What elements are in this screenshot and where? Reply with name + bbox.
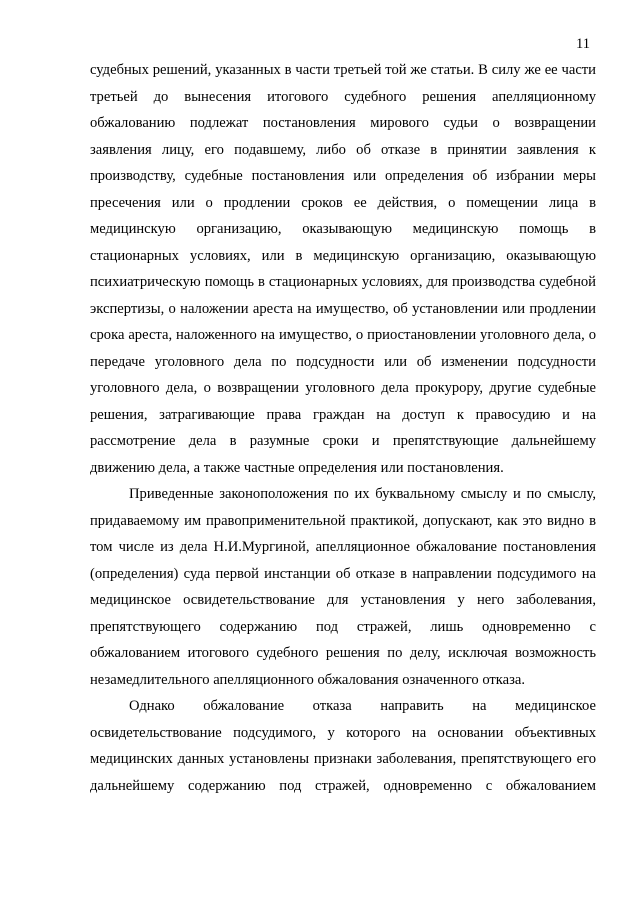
paragraph-continuation: судебных решений, указанных в части третьей той же статьи. В силу же ее части третьей до вынесения итогового судебного решения апелляционному обжалованию подлежат постановления мирового судьи о возвращении заявления лицу, его подавшему, либо об отказе в принятии заявления к производству, судебные постановления или определения об избрании меры пресечения или о продлении сроков ее действия, о помещении лица в медицинскую организацию, оказывающую медицинскую помощь в стационарных условиях, или в медицинскую организацию, оказывающую психиатрическую помощь в стационарных условиях, для производства судебной экспертизы, о наложении ареста на имущество, об установлении или продлении срока ареста, наложенного на имущество, о приостановлении уголовного дела, о передаче уголовного дела по подсудности или об изменении подсудности уголовного дела, о возвращении уголовного дела прокурору, другие судебные решения, затрагивающие права граждан на доступ к правосудию и на рассмотрение дела в разумные сроки и препятствующие дальнейшему движению дела, а также частные определения или постановления. <box>90 62 596 476</box>
paragraph-however: Однако обжалование отказа направить на медицинское освидетельствование подсудимого, у которого на основании объективных медицинских данных установлены признаки заболевания, препятствующего его дальнейшему содержанию под стражей, одновременно с обжалованием <box>90 698 596 794</box>
page-number: 11 <box>576 36 590 52</box>
document-body <box>90 57 596 799</box>
paragraph-provisions: Приведенные законоположения по их буквальному смыслу и по смыслу, придаваемому им правоприменительной практикой, допускают, как это видно в том числе из дела Н.И.Мургиной, апелляционное обжалование постановления (определения) суда первой инстанции об отказе в направлении подсудимого на медицинское освидетельствование для установления у него заболевания, препятствующего содержанию под стражей, лишь одновременно с обжалованием итогового судебного решения по делу, исключая возможность незамедлительного апелляционного обжалования означенного отказа. <box>90 486 596 688</box>
